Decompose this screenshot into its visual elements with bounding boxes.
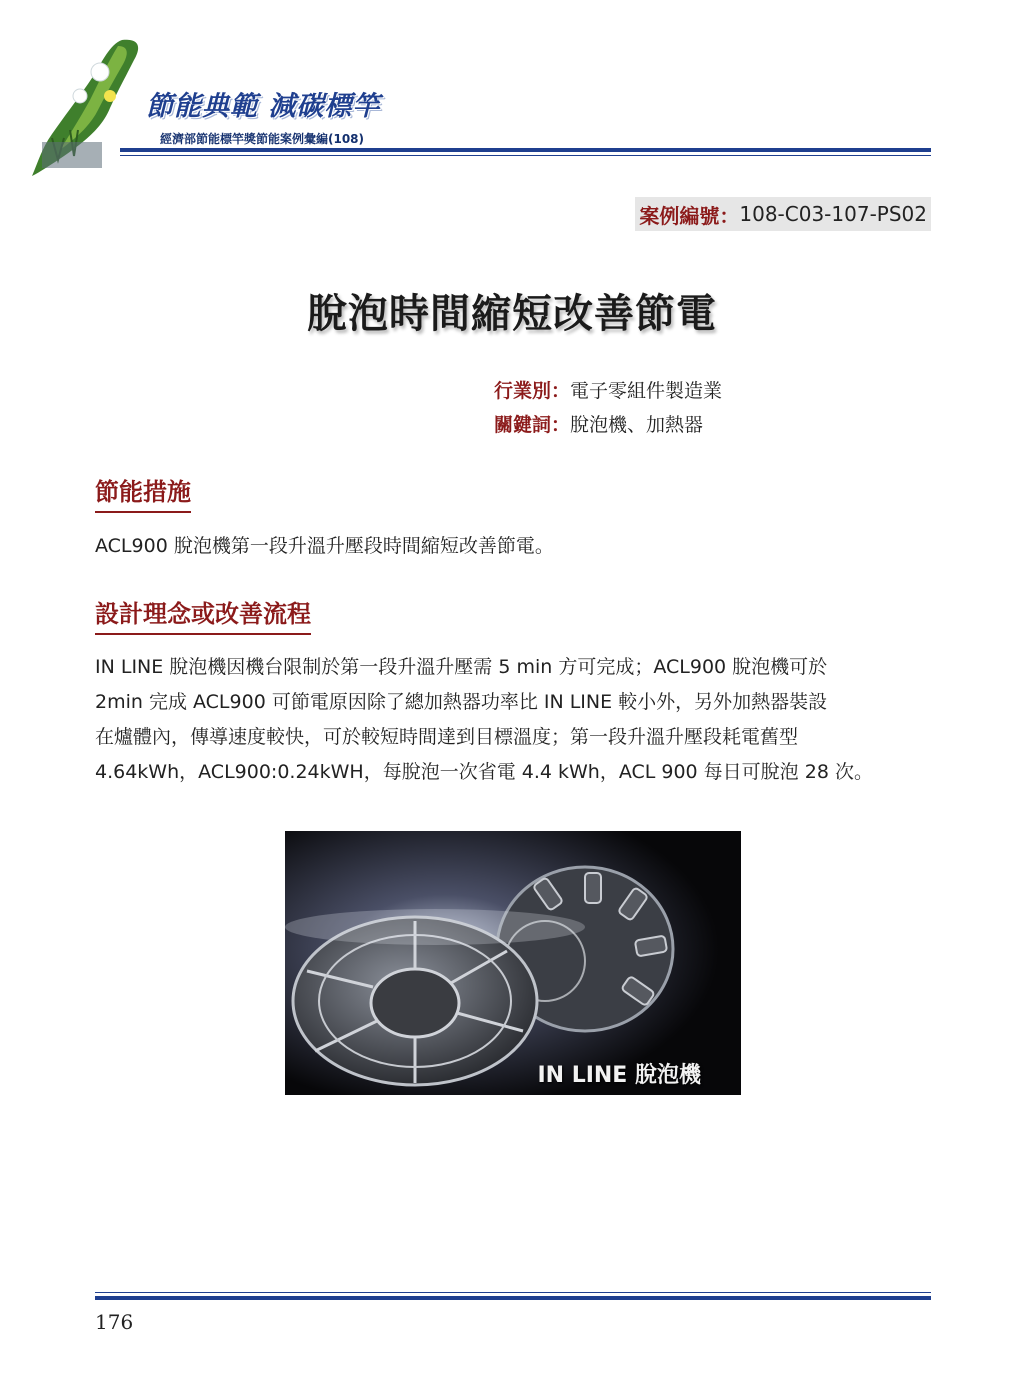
- defoaming-machine-image: [285, 831, 741, 1095]
- paragraph-line: 在爐體內，傳導速度較快，可於較短時間達到目標溫度；第一段升溫升壓段耗電舊型: [95, 726, 799, 748]
- section-body-measures: ACL900 脫泡機第一段升溫升壓段時間縮短改善節電。: [95, 535, 554, 557]
- keywords-value: 脫泡機、加熱器: [570, 414, 704, 436]
- footer-divider: [95, 1296, 931, 1300]
- paragraph-line: 2min 完成 ACL900 可節電原因除了總加熱器功率比 IN LINE 較小外，另外加熱器裝設: [95, 691, 828, 713]
- page-number: 176: [95, 1310, 134, 1334]
- paragraph-line: 4.64kWh，ACL900:0.24kWH，每脫泡一次省電 4.4 kWh，ACL 900 每日可脫泡 28 次。: [95, 761, 873, 783]
- page-title: 脫泡時間縮短改善節電: [307, 291, 717, 337]
- industry-label: 行業別：: [494, 380, 571, 402]
- brand-title: 節能典範 減碳標竿: [146, 91, 381, 122]
- brand-subtitle: 經濟部節能標竿獎節能案例彙編(108): [160, 132, 365, 146]
- header-divider: [120, 148, 931, 152]
- section-heading-measures: 節能措施: [95, 472, 191, 513]
- keywords-label: 關鍵詞：: [494, 414, 571, 436]
- paragraph-line: IN LINE 脫泡機因機台限制於第一段升溫升壓需 5 min 方可完成；ACL900 脫泡機可於: [95, 656, 828, 678]
- photo-caption: IN LINE 脫泡機: [537, 1063, 701, 1088]
- industry-row: [494, 376, 722, 403]
- case-number-label: 案例編號：: [639, 203, 740, 228]
- header-divider-thin: [120, 155, 931, 156]
- section-heading-design: 設計理念或改善流程: [95, 594, 311, 635]
- case-number-badge: [635, 197, 931, 231]
- footer-divider-thin: [95, 1292, 931, 1293]
- page-header: [0, 0, 1024, 190]
- industry-value: 電子零組件製造業: [570, 380, 723, 402]
- machine-photo: [285, 831, 741, 1095]
- keywords-row: [494, 410, 703, 437]
- section-body-design: [95, 650, 931, 790]
- case-number-value: 108-C03-107-PS02: [739, 202, 927, 226]
